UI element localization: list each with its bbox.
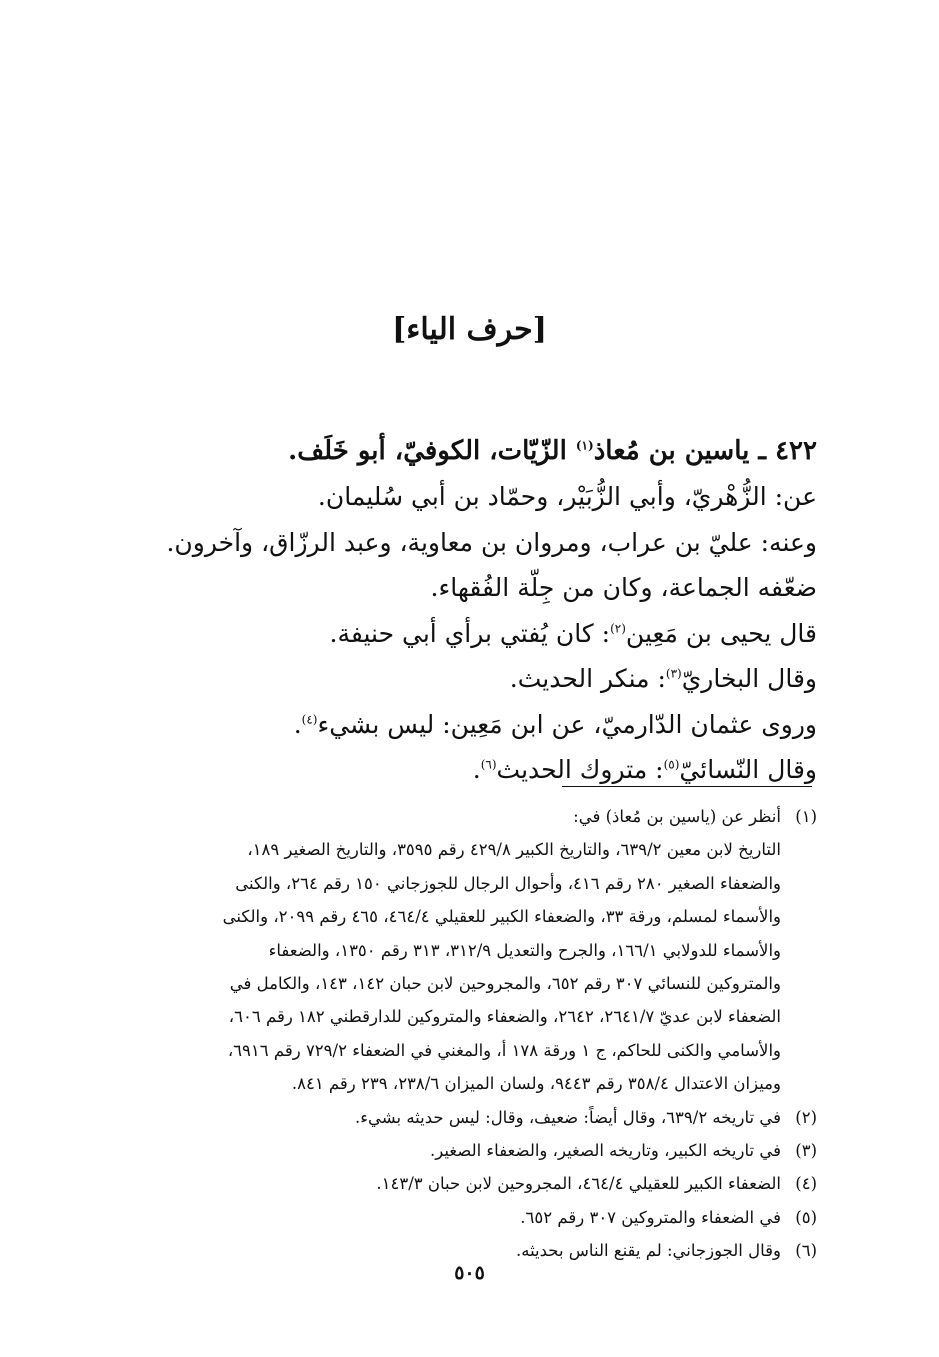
section-heading: [حرف الياء] bbox=[392, 312, 547, 347]
entry-line-text: قال يحيى بن مَعِين bbox=[625, 618, 817, 648]
footnote-4 bbox=[117, 1167, 817, 1200]
entry-line-text: ضعّفه الجماعة، وكان من جِلّة الفُقهاء. bbox=[430, 573, 817, 602]
footnote-1-line: والضعفاء الصغير ٢٨٠ رقم ٤١٦، وأحوال الرجال للجوزجاني ١٥٠ رقم ٢٦٤، والكنى bbox=[235, 873, 781, 893]
entry-line bbox=[137, 611, 817, 657]
footnote-1-line: الضعفاء لابن عديّ ٢٦٤١/٧، ٢٦٤٢، والضعفاء والمتروكين للدارقطني ١٨٢ رقم ٦٠٦، bbox=[228, 1007, 781, 1027]
footnote-number: (٢) bbox=[795, 1107, 817, 1127]
footnote-number: (٦) bbox=[795, 1241, 817, 1261]
footnote-ref: (١) bbox=[575, 438, 594, 453]
footnote-number: (٤) bbox=[795, 1174, 817, 1194]
entry-line-text: وروى عثمان الدّارميّ، عن ابن مَعِين: ليس بشيء bbox=[317, 709, 817, 739]
footnote-ref: (٥) bbox=[663, 757, 680, 772]
footnote-ref: (٢) bbox=[610, 621, 626, 636]
footnote-ref: (٣) bbox=[665, 666, 682, 681]
entry-line-text: وعنه: عليّ بن عراب، ومروان بن معاوية، وعبد الرزّاق، وآخرون. bbox=[166, 527, 817, 557]
footnote-text: في تاريخه ٦٣٩/٢، وقال أيضاً: ضعيف، وقال: ليس حديثه بشيء. bbox=[355, 1107, 781, 1127]
entry-line bbox=[137, 520, 817, 566]
footnote-1-line: والأسامي والكنى للحاكم، ج ١ ورقة ١٧٨ أ، والمغني في الضعفاء ٧٢٩/٢ رقم ٦٩١٦، bbox=[227, 1040, 781, 1060]
entry-line-text: وقال البخاريّ bbox=[681, 664, 817, 693]
footnote-text: وقال الجوزجاني: لم يقنع الناس بحديثه. bbox=[515, 1241, 781, 1261]
footnote-1-line: والمتروكين للنسائي ٣٠٧ رقم ٦٥٢، والمجروحين لابن حبان ١٤٢، ١٤٣، والكامل في bbox=[229, 974, 781, 994]
footnote-number: (٣) bbox=[795, 1141, 817, 1161]
entry-line-text: : كان يُفتي برأي أبي حنيفة. bbox=[329, 618, 611, 648]
page-number: ٥٠٥ bbox=[454, 1262, 485, 1284]
footnotes bbox=[117, 800, 817, 1268]
footnote-number: (٥) bbox=[795, 1207, 817, 1227]
entry-line-text: عن: الزُّهْريّ، وأبي الزُّبَيْر، وحمّاد بن أبي سُليمان. bbox=[317, 482, 817, 511]
entry-title bbox=[137, 428, 817, 474]
footnote-ref: (٤) bbox=[301, 712, 318, 727]
entry-title-name: ٤٢٢ ـ ياسين بن مُعاذ bbox=[593, 436, 817, 466]
entry-line bbox=[137, 702, 817, 748]
biography-entry bbox=[137, 428, 817, 793]
footnote-text: أنظر عن (ياسين بن مُعاذ) في: bbox=[573, 807, 781, 826]
footnote-separator bbox=[562, 786, 812, 787]
footnote-2 bbox=[117, 1101, 817, 1134]
footnote-1-line: وميزان الاعتدال ٣٥٨/٤ رقم ٩٤٤٣، ولسان الميزان ٢٣٨/٦، ٢٣٩ رقم ٨٤١. bbox=[291, 1074, 781, 1094]
footnote-1 bbox=[117, 800, 817, 833]
footnote-ref: (٦) bbox=[480, 757, 497, 772]
footnote-1-line: والأسماء للدولابي ١٦٦/١، والجرح والتعديل ٣١٢/٩، ٣١٣ رقم ١٣٥٠، والضعفاء bbox=[268, 940, 781, 960]
footnote-text: الضعفاء الكبير للعقيلي ٤٦٤/٤، المجروحين لابن حبان ١٤٣/٣. bbox=[376, 1174, 781, 1194]
footnote-text: في تاريخه الكبير، وتاريخه الصغير، والضعفاء الصغير. bbox=[429, 1141, 781, 1161]
entry-line bbox=[137, 565, 817, 611]
entry-line bbox=[137, 656, 817, 702]
entry-line bbox=[137, 474, 817, 520]
footnote-1-line: التاريخ لابن معين ٦٣٩/٢، والتاريخ الكبير ٤٢٩/٨ رقم ٣٥٩٥، والتاريخ الصغير ١٨٩، bbox=[247, 840, 781, 860]
footnote-number: (١) bbox=[795, 807, 817, 826]
footnote-text: في الضعفاء والمتروكين ٣٠٧ رقم ٦٥٢. bbox=[520, 1207, 781, 1227]
entry-line-text: . bbox=[293, 709, 302, 739]
footnote-3 bbox=[117, 1134, 817, 1167]
footnote-1-line: والأسماء لمسلم، ورقة ٣٣، والضعفاء الكبير للعقيلي ٤٦٤/٤، ٤٦٥ رقم ٢٠٩٩، والكنى bbox=[222, 907, 781, 927]
footnote-5 bbox=[117, 1201, 817, 1234]
entry-line-text: . bbox=[472, 755, 481, 784]
entry-line-text: وقال النّسائيّ bbox=[679, 755, 817, 784]
entry-title-rest: الزّيّات، الكوفيّ، أبو خَلَف. bbox=[288, 436, 576, 466]
entry-line-text: : متروك الحديث bbox=[496, 755, 664, 784]
entry-line-text: : منكر الحديث. bbox=[509, 664, 666, 693]
